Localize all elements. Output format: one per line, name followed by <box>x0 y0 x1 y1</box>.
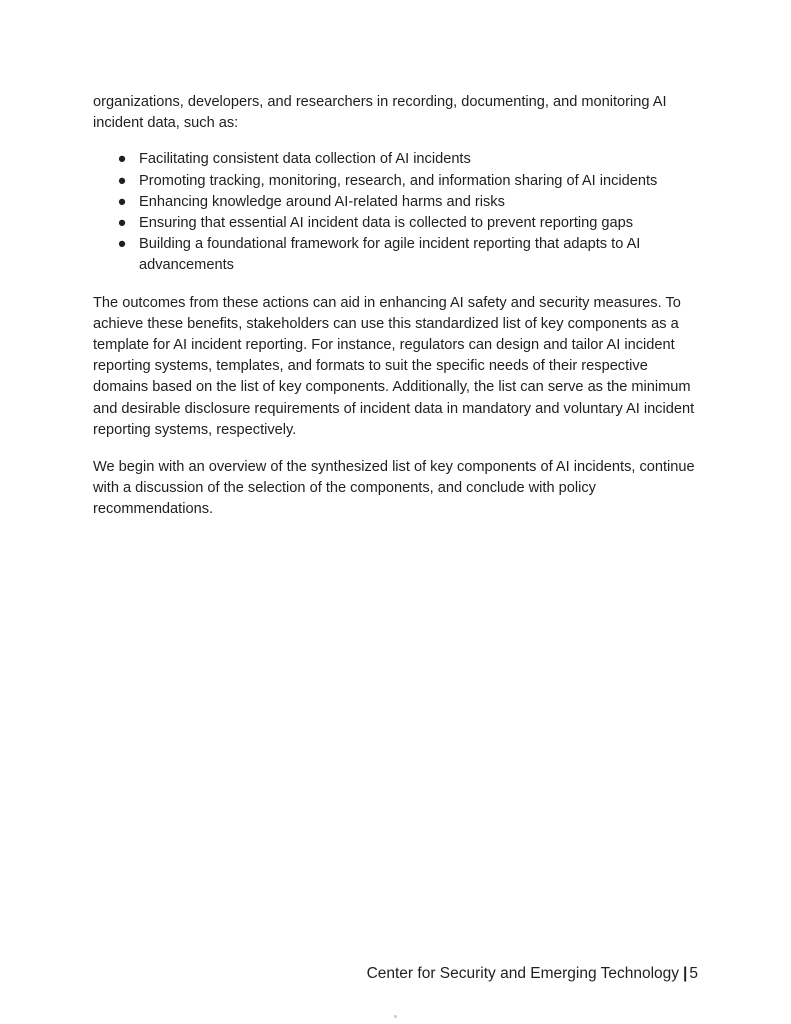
list-item-text: Promoting tracking, monitoring, research, and information sharing of AI incidents <box>139 172 658 189</box>
list-item <box>93 192 705 213</box>
list-item-text: Ensuring that essential AI incident data is collected to prevent reporting gaps <box>139 215 634 232</box>
bullet-icon: ● <box>117 215 127 232</box>
outcomes-paragraph: The outcomes from these actions can aid in enhancing AI safety and security measures. To achieve these benefits, stakeholders can use this standardized list of key components as a template for AI incident reporting. For instance, regulators can design and tailor AI incident reporting systems, templates, and formats to suit the specific needs of their respective domains based on the list of key components. Additionally, the list can serve as the minimum and desirable disclosure requirements of incident data in mandatory and voluntary AI incident reporting systems, respectively. <box>93 294 695 438</box>
list-item <box>93 213 705 234</box>
page-number: 5 <box>689 965 698 982</box>
list-item-text: Enhancing knowledge around AI-related harms and risks <box>139 193 505 210</box>
overview-paragraph: We begin with an overview of the synthesized list of key components of AI incidents, continue with a discussion of the selection of the components, and conclude with policy recommendations. <box>93 459 695 518</box>
footer-separator: | <box>683 965 688 982</box>
benefits-list <box>93 149 705 276</box>
list-item <box>93 171 705 192</box>
bullet-icon: ● <box>117 236 127 253</box>
intro-paragraph: organizations, developers, and researchers in recording, documenting, and monitoring AI incident data, such as: <box>93 94 667 132</box>
list-item-text: Facilitating consistent data collection of AI incidents <box>139 151 471 168</box>
list-item <box>93 234 705 276</box>
page-body <box>93 92 705 521</box>
list-item-text: Building a foundational framework for agile incident reporting that adapts to AI advancements <box>139 236 641 274</box>
list-item <box>93 149 705 170</box>
bullet-icon: ● <box>117 172 127 189</box>
page-dot-mark <box>394 1015 397 1018</box>
footer-org-name: Center for Security and Emerging Technology <box>366 965 680 982</box>
bullet-icon: ● <box>117 193 127 210</box>
page-footer <box>367 962 698 986</box>
bullet-icon: ● <box>117 151 127 168</box>
